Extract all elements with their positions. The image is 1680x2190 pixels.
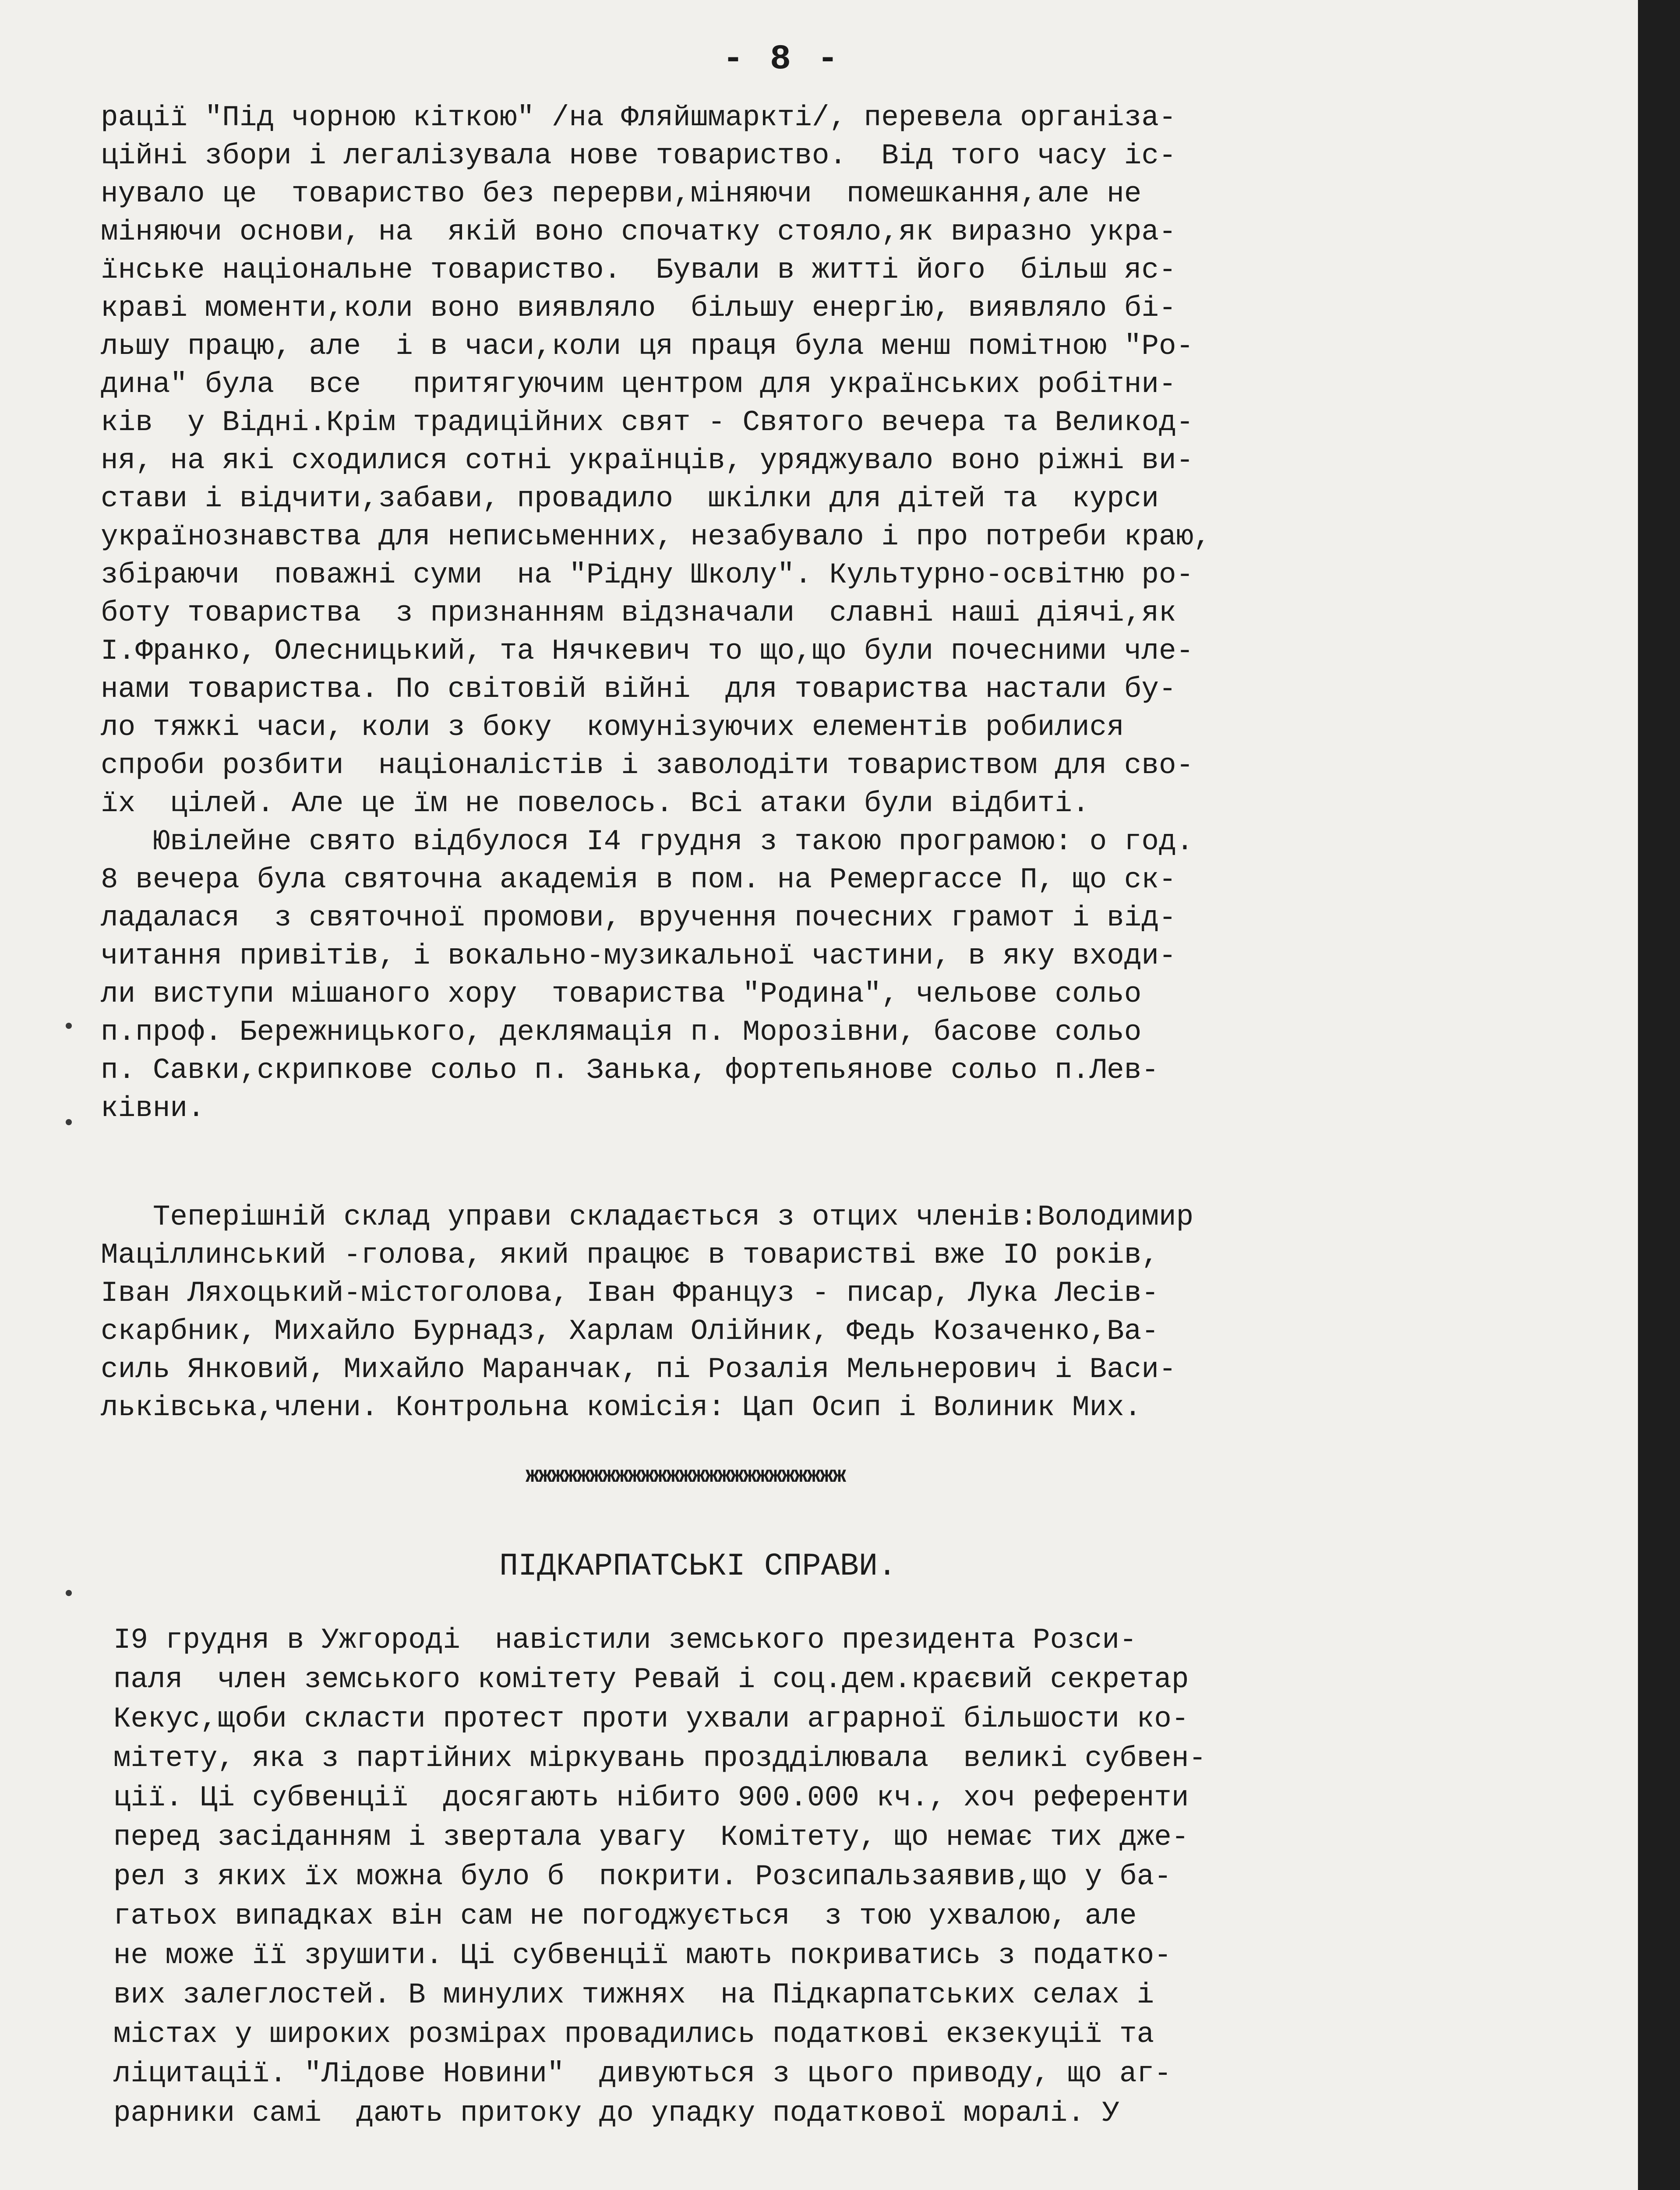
punch-mark (66, 1023, 72, 1029)
paragraph-board-members: Теперішній склад управи складається з отцих членів:Володимир Маціллинський -голова, який працює в товаристві вже ІО років, Іван Ляхоцький-містоголова, Іван Француз - писар, Лука Лесів- скарбник, Михайло Бурнадз, Харлам Олійник, Федь Козаченко,Ва- силь Янковий, Михайло Маранчак, пі Розалія Мельнерович і Васи- льківська,члени. Контрольна комісія: Цап Осип і Волиник Мих. (101, 1201, 1194, 1424)
board-members-block (101, 1198, 1193, 1427)
paragraph-jubilee: Ювілейне свято відбулося І4 грудня з такою програмою: о год. 8 вечера була святочна академія в пом. на Ремергассе П, що ск- ладалася з святочної промови, вручення почесних грамот і від- читання привітів, і вокально-музикальної частини, в яку входи- ли виступи мішаного хору товариства "Родина", чельове сольо п.проф. Бережницького, деклямація п. Морозівни, басове сольо п. Савки,скрипкове сольо п. Занька, фортепьянове сольо п.Лев- ківни. (101, 825, 1194, 1125)
paragraph-subcarpathian-affairs: І9 грудня в Ужгороді навістили земського президента Розси- паля член земського комітету Ревай і соц.дем.краєвий секретар Кекус,щоби скласти протест проти ухвали аграрної більшости ко- мітету, яка з партійних міркувань проздділювала великі субвен- ції. Ці субвенції досягають нібито 900.000 кч., хоч референти перед засіданням і звертала увагу Комітету, що немає тих дже- рел з яких їх можна було б покрити. Розсипальзаявив,що у ба- гатьох випадках він сам не погоджується з тою ухвалою, але не може її зрушити. Ці субвенції мають покриватись з податко- вих залеглостей. В минулих тижнях на Підкарпатських селах і містах у широких розмірах провадились податкові екзекуції та ліцитації. "Лідове Новини" дивуються з цього приводу, що аг- рарники самі дають притоку до упадку податкової моралі. У (113, 1624, 1207, 2130)
page-number: - 8 - (723, 39, 841, 79)
section-title: ПІДКАРПАТСЬКІ СПРАВИ. (499, 1548, 897, 1584)
punch-mark (66, 1119, 72, 1125)
section-divider: жжжжжжжжжжжжжжжжжжжжжжжжж (526, 1463, 846, 1489)
main-text-block (101, 99, 1211, 1127)
punch-mark (66, 1590, 72, 1596)
scan-border (1638, 0, 1680, 2190)
subcarpathian-block (61, 1621, 1206, 2133)
paragraph-rodyna-history: рації "Під чорною кіткою" /на Фляйшмаркті/, перевела організа- ційні збори і легалізувала нове товариство. Від того часу іс- нувало це товариство без перерви,міняючи помешкання,але не міняючи основи, на якій воно спочатку стояло,як виразно укра- їнське національне товариство. Бували в житті його більш яс- краві моменти,коли воно виявляло більшу енергію, виявляло бі- льшу працю, але і в часи,коли ця праця була менш помітною "Ро- дина" була все притягуючим центром для українських робітни- ків у Відні.Крім традиційних свят - Святого вечера та Великод- ня, на які сходилися сотні українців, уряджувало воно ріжні ви- стави і відчити,забави, провадило шкілки для дітей та курси українознавства для неписьменних, незабувало і про потреби краю, збіраючи поважні суми на "Рідну Школу". Культурно-освітню ро- боту товариства з признанням відзначали славні наші діячі,як І.Франко, Олесницький, та Нячкевич то що,що були почесними чле- нами товариства. По світовій війні для товариства настали бу- ло тяжкі часи, коли з боку комунізуючих елементів робилися спроби розбити націоналістів і заволодіти товариством для сво- їх цілей. Але це їм не повелось. Всі атаки були відбиті. (101, 101, 1211, 820)
